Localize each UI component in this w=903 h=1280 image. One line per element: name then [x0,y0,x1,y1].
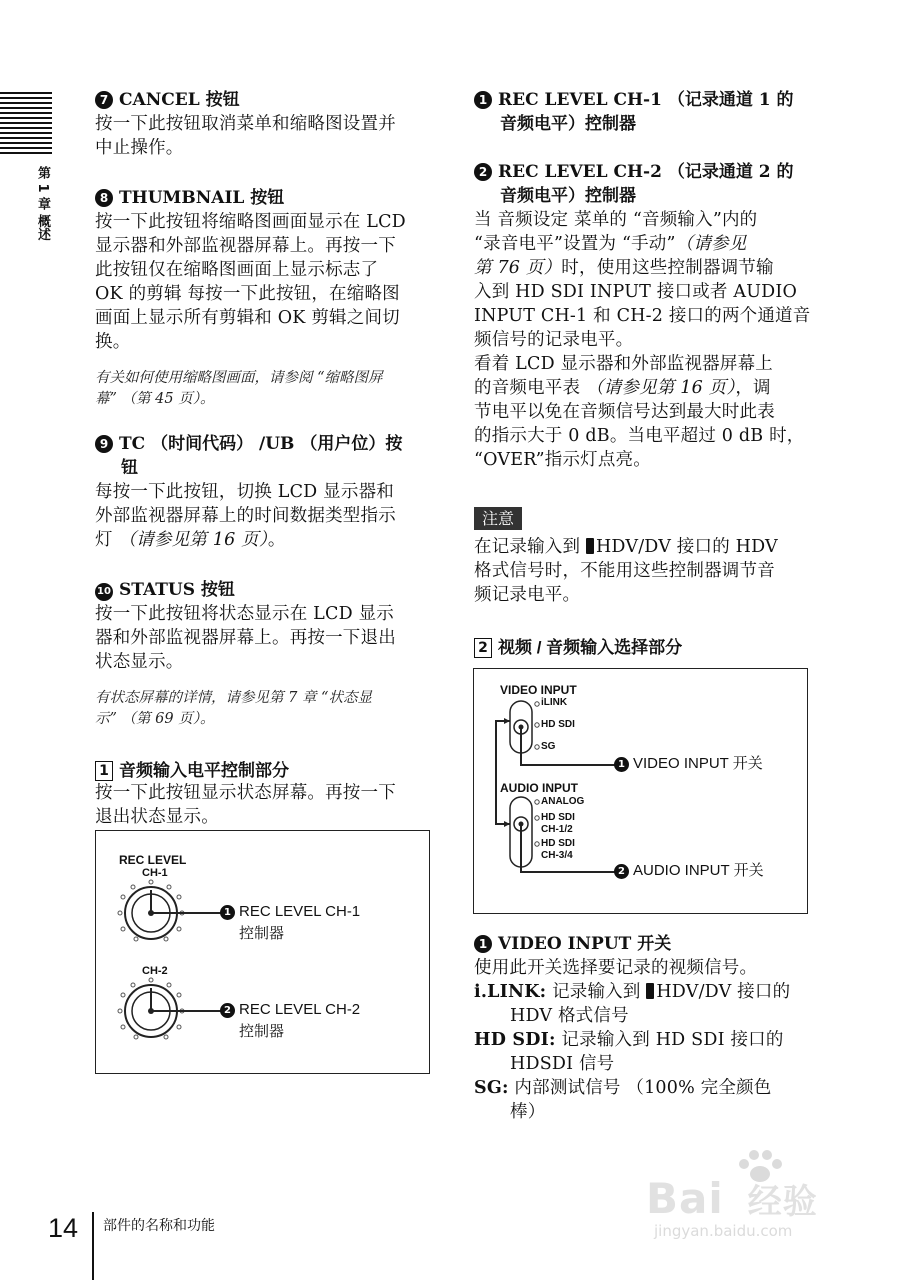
video-input-options: i.LINK: 记录输入到 HDV/DV 接口的 HDV 格式信号 HD SDI: 记录输入到 HD SDI 接口的 HDSDI 信号 SG: 内部测试信号 （100% 完全颜色 棒） [474,980,819,1124]
section-tc-ub-heading: 9 TC （时间代码） /UB （用户位）按 钮 [95,432,435,480]
ch2-label: CH-2 [142,965,168,977]
section-thumbnail-text: 按一下此按钮将缩略图画面显示在 LCD 显示器和外部监视器屏幕上。再按一下 此按钮仅在缩略图画面上显示标志了 OK 的剪辑 每按一下此按钮，在缩略图 画面上显示所有剪辑和 OK 剪辑之间切 换。 [95,212,406,352]
baidu-watermark [640,1148,890,1238]
number-badge: 2 [474,163,492,181]
footer-title: 部件的名称和功能 [103,1218,215,1234]
section-cancel-text: 按一下此按钮取消菜单和缩略图设置并 中止操作。 [95,114,396,158]
section-input-select-heading: 2 视频 / 音频输入选择部分 [474,633,819,658]
list-item: i.LINK: 记录输入到 HDV/DV 接口的 [474,982,791,1002]
input-select-diagram [473,668,808,914]
number-badge: 1 [474,935,492,953]
right-column [474,88,819,658]
callout-rec-level-ch2: 2 REC LEVEL CH-2 控制器 [220,999,360,1043]
caution-text: 在记录输入到 HDV/DV 接口的 HDV 格式信号时，不能用这些控制器调节音 频记录电平。 [474,537,778,605]
callout-video-input: 1 VIDEO INPUT 开关 [614,753,763,775]
number-badge: 9 [95,435,113,453]
callout-rec-level-ch1: 1 REC LEVEL CH-1 控制器 [220,901,360,945]
section-tc-ub-text: 每按一下此按钮，切换 LCD 显示器和 外部监视器屏幕上的时间数据类型指示 灯 （请参见第 16 页）。 [95,482,396,550]
watermark-url: jingyan.baidu.com [654,1222,793,1240]
number-badge: 1 [220,905,235,920]
rec-level-label: REC LEVEL [119,853,187,867]
hdsdi-option: HD SDI [541,719,575,730]
hdsdi-ch34-option: HD SDI CH-3/4 [541,838,575,861]
ch1-label: CH-1 [142,867,168,879]
number-badge: 1 [474,91,492,109]
section-cancel-heading: 7 CANCEL 按钮 [95,88,435,112]
hdsdi-ch12-option: HD SDI CH-1/2 [541,812,575,835]
list-item: HD SDI: 记录输入到 HD SDI 接口的 [474,1030,784,1050]
section-status-text: 按一下此按钮将状态显示在 LCD 显示 器和外部监视器屏幕上。再按一下退出 状态显示。 [95,604,396,672]
section-audio-level-heading: 1 音频输入电平控制部分 [95,756,435,781]
section-status-heading: 10 STATUS 按钮 [95,578,435,602]
chapter-tab-label: 第 1 章 概述 [35,166,50,241]
left-column [95,88,435,829]
section-audio-level-text: 按一下此按钮显示状态屏幕。再按一下 退出状态显示。 [95,783,396,827]
sg-option: SG [541,741,556,752]
section-number-box: 2 [474,638,492,658]
watermark-brand: Bai 经验 [646,1174,818,1223]
rec-level-ch1-heading: 1 REC LEVEL CH-1 （记录通道 1 的 音频电平）控制器 [474,88,819,136]
analog-option: ANALOG [541,796,585,807]
chapter-tab-stripes [0,92,52,156]
video-input-intro: 使用此开关选择要记录的视频信号。 [474,958,758,978]
rec-level-diagram [95,830,430,1074]
caution-tag: 注意 [474,507,522,530]
callout-audio-input: 2 AUDIO INPUT 开关 [614,860,764,882]
number-badge: 1 [614,757,629,772]
ilink-option: iLINK [541,697,568,708]
ilink-icon [586,538,594,554]
caution-block [474,506,819,607]
footer-divider [92,1212,94,1280]
number-badge: 7 [95,91,113,109]
rec-level-ch2-heading: 2 REC LEVEL CH-2 （记录通道 2 的 音频电平）控制器 [474,160,819,208]
video-input-switch-section [474,932,819,1124]
page-number: 14 [48,1213,79,1243]
rec-level-ch2-text: 当 音频设定 菜单的 “音频输入”内的 “录音电平”设置为 “手动”（请参见 第 76 页）时，使用这些控制器调节输 入到 HD SDI INPUT 接口或者 AUDIO INPUT CH-1 和 CH-2 接口的两个通道音 频信号的记录电平。 看着 LCD 显示器和外部监视器屏幕上 的音频电平表 （请参见第 16 页），调 节电平以免在音频信号达到最大时此表 的指示大于 0 dB。当电平超过 0 dB 时， “OVER”指示灯点亮。 [474,210,811,470]
number-badge: 8 [95,189,113,207]
section-thumbnail-heading: 8 THUMBNAIL 按钮 [95,186,435,210]
list-item: SG: 内部测试信号 （100% 完全颜色 [474,1078,772,1098]
number-badge: 10 [95,583,113,601]
section-number-box: 1 [95,761,113,781]
thumbnail-reference-note: 有关如何使用缩略图画面，请参阅 “缩略图屏 幕” （第 45 页）。 [95,370,383,407]
number-badge: 2 [220,1003,235,1018]
video-input-heading: 1 VIDEO INPUT 开关 [474,932,819,956]
number-badge: 2 [614,864,629,879]
audio-input-label: AUDIO INPUT [500,781,578,795]
ilink-icon [646,983,654,999]
video-input-label: VIDEO INPUT [500,683,577,697]
status-reference-note: 有状态屏幕的详情，请参见第 7 章 “状态显 示” （第 69 页）。 [95,690,372,727]
